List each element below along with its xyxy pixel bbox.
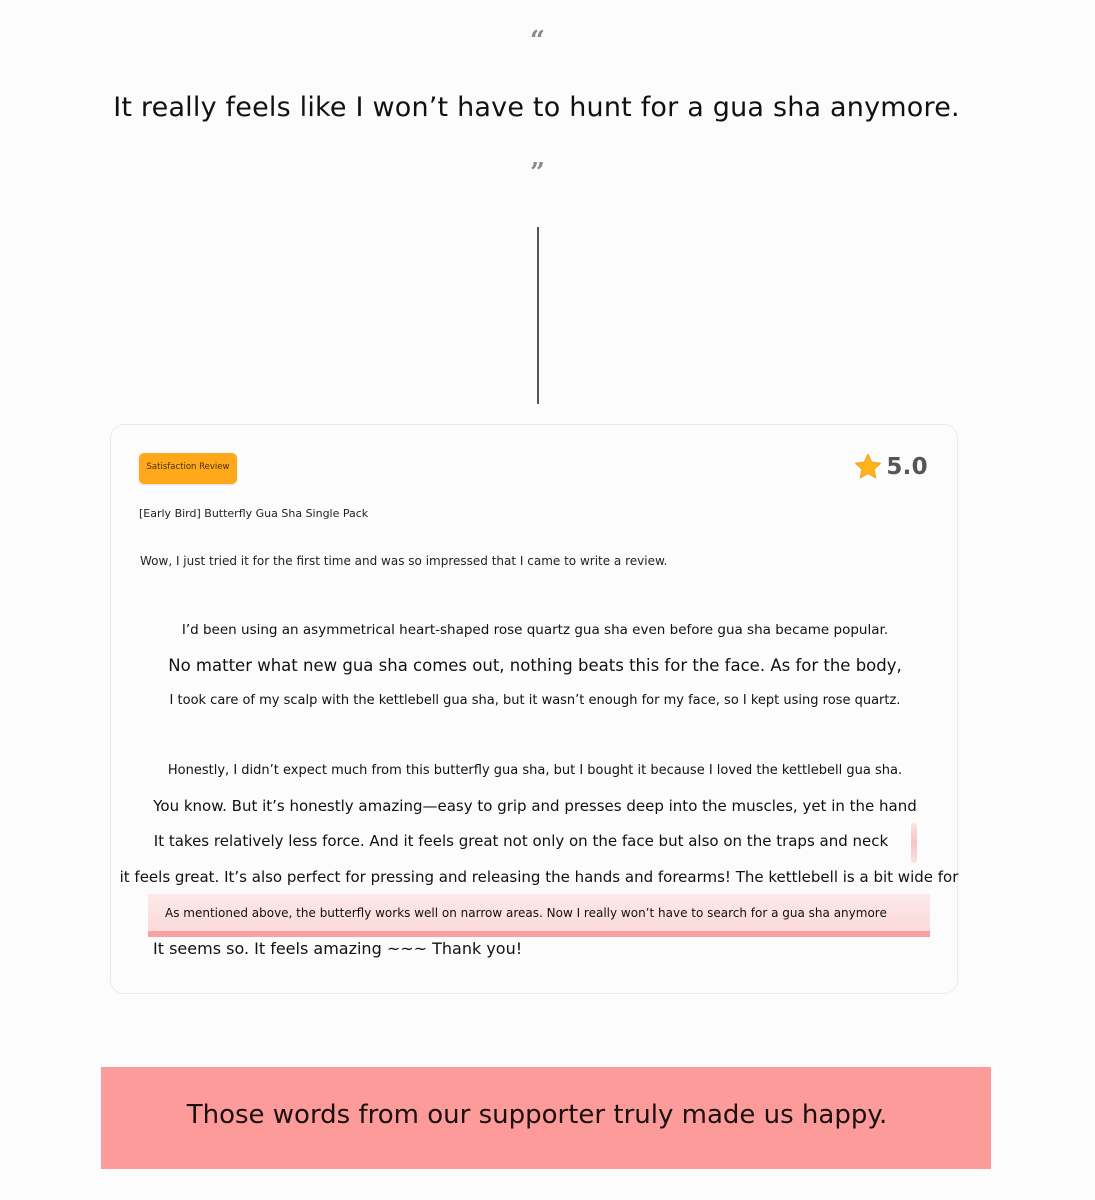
review-line: No matter what new gua sha comes out, nothing beats this for the face. As for the body, (168, 656, 902, 675)
vertical-divider (537, 227, 539, 404)
review-card (110, 424, 958, 994)
thank-you-banner (101, 1067, 991, 1169)
close-quote-mark: ” (530, 158, 545, 188)
satisfaction-review-badge: Satisfaction Review (139, 453, 237, 484)
highlighted-sentence (148, 894, 930, 937)
review-line: I’d been using an asymmetrical heart-shaped rose quartz gua sha even before gua sha became popular. (181, 622, 889, 638)
review-closing: It seems so. It feels amazing ~~~ Thank you! (153, 939, 523, 958)
rating-value: 5.0 (886, 453, 928, 480)
review-intro: Wow, I just tried it for the first time and was so impressed that I came to write a review. (140, 554, 668, 568)
review-line: it feels great. It’s also perfect for pressing and releasing the hands and forearms! The kettlebell is a bit wide for (119, 868, 959, 886)
review-line: It takes relatively less force. And it feels great not only on the face but also on the traps and neck (153, 832, 889, 850)
highlight-brush-mark (911, 823, 917, 863)
review-line: I took care of my scalp with the kettlebell gua sha, but it wasn’t enough for my face, so I kept using rose quartz. (169, 693, 901, 708)
product-name: [Early Bird] Butterfly Gua Sha Single Pack (139, 507, 369, 520)
rating (853, 452, 928, 481)
review-line: Honestly, I didn’t expect much from this butterfly gua sha, but I bought it because I loved the kettlebell gua sha. (167, 763, 903, 778)
banner-text: Those words from our supporter truly made us happy. (186, 1100, 888, 1130)
quote-headline: It really feels like I won’t have to hunt for a gua sha anymore. (113, 92, 960, 123)
highlighted-text: As mentioned above, the butterfly works well on narrow areas. Now I really won’t have to search for a gua sha anymore (165, 906, 887, 920)
star-icon (853, 452, 883, 481)
review-line: You know. But it’s honestly amazing—easy to grip and presses deep into the muscles, yet in the hand (153, 797, 917, 815)
open-quote-mark: “ (530, 26, 545, 56)
